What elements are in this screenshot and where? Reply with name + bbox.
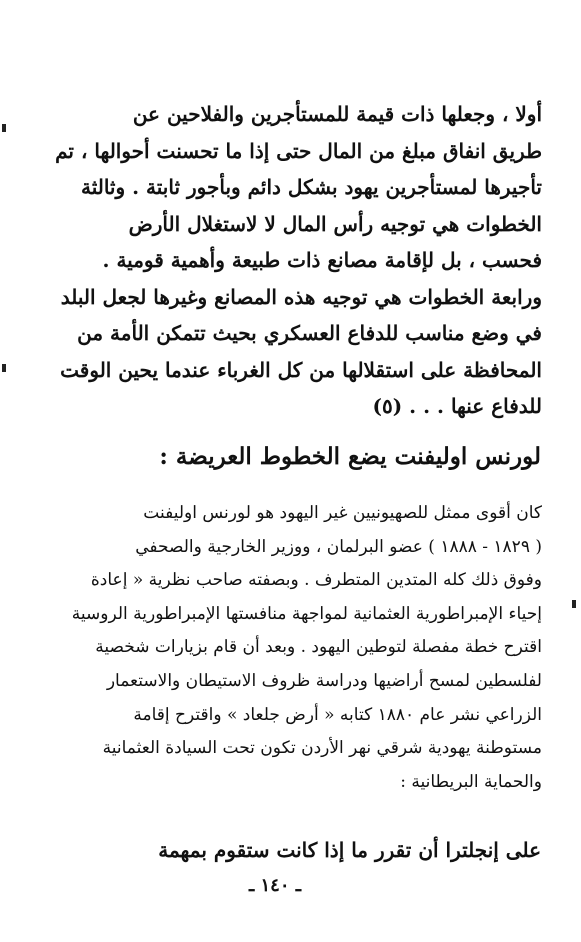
text-line: الزراعي نشر عام ١٨٨٠ كتابه « أرض جلعاد » واقترح إقامة bbox=[133, 704, 542, 725]
margin-mark bbox=[2, 364, 6, 372]
text-line: المحافظة على استقلالها من كل الغرباء عندما يحين الوقت bbox=[60, 357, 542, 382]
margin-mark bbox=[2, 124, 6, 132]
text-line: اقترح خطة مفصلة لتوطين اليهود . وبعد أن قام بزيارات شخصية bbox=[95, 637, 542, 658]
text-line: الخطوات هي توجيه رأس المال لا لاستغلال الأرض bbox=[128, 211, 542, 236]
text-line: تأجيرها لمستأجرين يهود بشكل دائم وبأجور ثابتة . وثالثة bbox=[80, 175, 542, 199]
section-heading: لورنس اوليفنت يضع الخطوط العريضة : bbox=[159, 443, 541, 470]
quoted-paragraph: على إنجلترا أن تقرر ما إذا كانت ستقوم بمهمة bbox=[158, 838, 541, 862]
page-number: ـ ١٤٠ ـ bbox=[248, 875, 302, 896]
text-line: في وضع مناسب للدفاع العسكري بحيث تتمكن الأمة من bbox=[77, 321, 542, 345]
text-line: ورابعة الخطوات هي توجيه هذه المصانع وغيرها لجعل البلد bbox=[60, 284, 542, 309]
text-line: كان أقوى ممثل للصهيونيين غير اليهود هو لورنس اوليفنت bbox=[143, 503, 542, 523]
text-line: مستوطنة يهودية شرقي نهر الأردن تكون تحت السيادة العثمانية bbox=[102, 738, 542, 759]
text-line: ( ١٨٢٩ - ١٨٨٨ ) عضو البرلمان ، ووزير الخارجية والصحفي bbox=[135, 536, 542, 557]
paragraph-first bbox=[46, 96, 542, 425]
text-line: للدفاع عنها . . . (٥) bbox=[372, 394, 542, 418]
text-line: طريق انفاق مبلغ من المال حتى إذا ما تحسنت أحوالها ، تم bbox=[55, 138, 542, 163]
paragraph-second bbox=[46, 497, 542, 799]
margin-mark bbox=[572, 600, 576, 608]
text-line: وفوق ذلك كله المتدين المتطرف . وبصفته صاحب نظرية « إعادة bbox=[90, 570, 542, 591]
text-line: إحياء الإمبراطورية العثمانية لمواجهة منافستها الإمبراطورية الروسية bbox=[71, 603, 542, 624]
text-line: لفلسطين لمسح أراضيها ودراسة ظروف الاستيطان والاستعمار bbox=[106, 670, 542, 691]
text-line: والحماية البريطانية : bbox=[400, 771, 542, 792]
text-line: فحسب ، بل لإقامة مصانع ذات طبيعة وأهمية قومية . bbox=[102, 248, 542, 272]
text-line: أولا ، وجعلها ذات قيمة للمستأجرين والفلاحين عن bbox=[132, 102, 542, 126]
